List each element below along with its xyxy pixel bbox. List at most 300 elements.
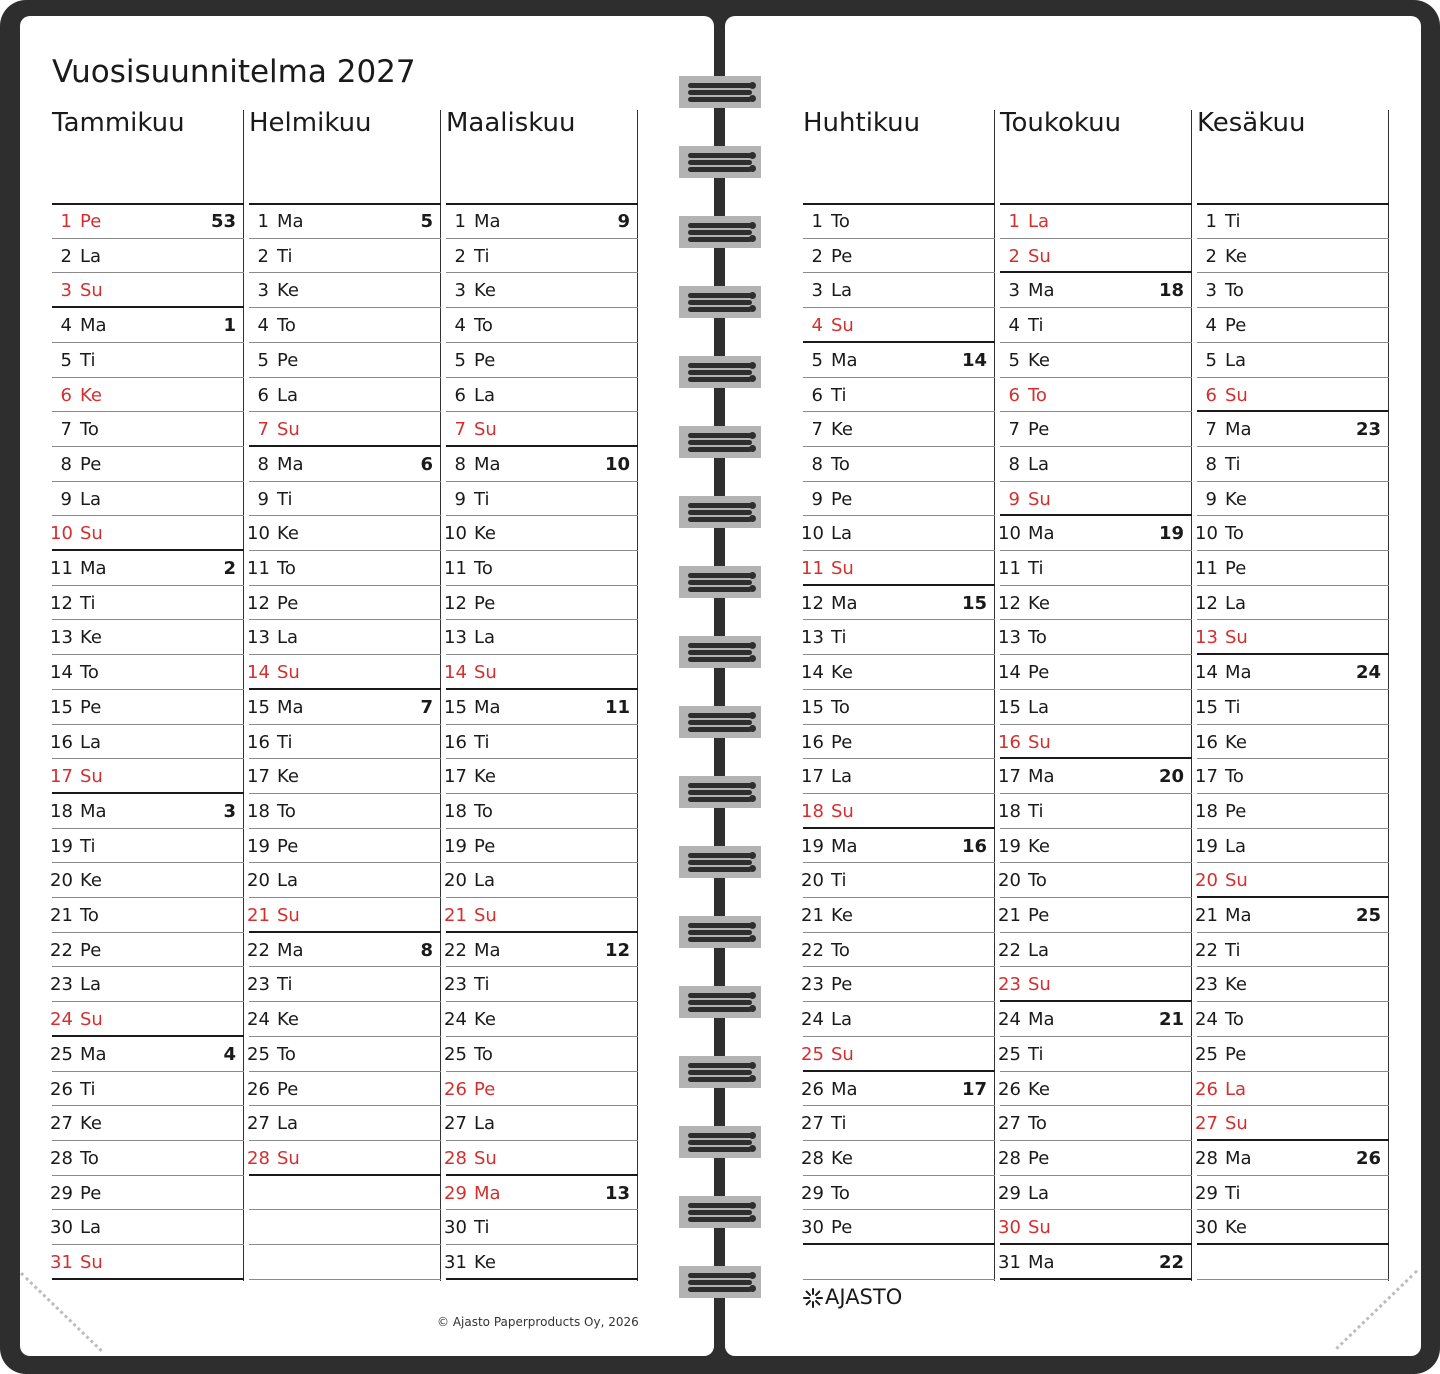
row-rule bbox=[1000, 966, 1192, 967]
weekday-name: La bbox=[474, 870, 496, 892]
weekday-name: Ma bbox=[1028, 523, 1055, 545]
day-number: 24 bbox=[247, 1009, 270, 1031]
row-rule bbox=[52, 897, 244, 898]
weekday-name: La bbox=[1225, 835, 1247, 857]
weekday-name: Ti bbox=[277, 731, 293, 753]
weekday-name: Ti bbox=[80, 1078, 96, 1100]
weekday-name: Ti bbox=[80, 835, 96, 857]
row-rule bbox=[1000, 862, 1192, 863]
row-rule bbox=[249, 1244, 441, 1245]
weekday-name: La bbox=[1225, 592, 1247, 614]
row-rule bbox=[803, 689, 995, 690]
weekday-name: Su bbox=[277, 1147, 300, 1169]
weekday-name: Pe bbox=[277, 835, 299, 857]
row-rule bbox=[1000, 1140, 1192, 1141]
row-rule bbox=[1000, 342, 1192, 343]
row-rule bbox=[446, 1071, 638, 1072]
weekday-name: Su bbox=[1028, 488, 1051, 510]
weekday-name: To bbox=[277, 315, 296, 337]
day-number: 25 bbox=[444, 1043, 467, 1065]
ring-wire bbox=[688, 237, 752, 242]
weekday-name: La bbox=[80, 488, 102, 510]
day-number: 16 bbox=[998, 731, 1021, 753]
weekday-name: Ke bbox=[1028, 592, 1050, 614]
day-number: 21 bbox=[247, 905, 270, 926]
row-rule bbox=[1000, 1209, 1192, 1210]
weekday-name: La bbox=[1028, 939, 1050, 961]
weekday-name: To bbox=[831, 453, 850, 475]
day-number: 17 bbox=[801, 766, 824, 788]
day-number: 28 bbox=[444, 1147, 467, 1169]
ring-hole bbox=[749, 712, 756, 719]
weekday-name: Ke bbox=[80, 627, 102, 649]
weekday-name: La bbox=[1028, 696, 1050, 718]
row-rule bbox=[52, 306, 244, 308]
row-rule bbox=[446, 481, 638, 482]
weekday-name: Su bbox=[80, 280, 103, 302]
weekday-name: Pe bbox=[831, 731, 853, 753]
day-number: 19 bbox=[1195, 835, 1218, 857]
row-rule bbox=[1197, 1139, 1389, 1141]
row-rule bbox=[803, 654, 995, 655]
row-rule bbox=[249, 1209, 441, 1210]
day-number: 29 bbox=[50, 1182, 73, 1204]
header-rule bbox=[52, 203, 244, 205]
ring-wire bbox=[688, 867, 752, 872]
day-number: 8 bbox=[1205, 453, 1217, 475]
day-number: 12 bbox=[998, 592, 1021, 614]
weekday-name: Ma bbox=[831, 349, 858, 371]
row-rule bbox=[803, 238, 995, 239]
day-number: 28 bbox=[801, 1147, 824, 1169]
day-number: 15 bbox=[801, 696, 824, 718]
row-rule bbox=[1197, 272, 1389, 273]
day-number: 17 bbox=[444, 766, 467, 788]
row-rule bbox=[1197, 307, 1389, 308]
weekday-name: Pe bbox=[474, 349, 496, 371]
row-rule bbox=[1000, 377, 1192, 378]
weekday-name: Ti bbox=[831, 384, 847, 406]
binding-ring bbox=[679, 846, 761, 878]
weekday-name: Su bbox=[80, 1252, 103, 1273]
ring-hole bbox=[749, 292, 756, 299]
weekday-name: Ti bbox=[1225, 453, 1241, 475]
weekday-name: Su bbox=[1028, 974, 1051, 996]
day-number: 16 bbox=[50, 731, 73, 753]
weekday-name: Ke bbox=[277, 1009, 299, 1031]
week-number: 1 bbox=[223, 315, 236, 337]
week-number: 16 bbox=[961, 835, 987, 857]
weekday-name: Ma bbox=[80, 558, 107, 579]
weekday-name: La bbox=[277, 627, 299, 649]
day-number: 3 bbox=[454, 280, 466, 302]
binding-ring bbox=[679, 986, 761, 1018]
weekday-name: To bbox=[80, 905, 99, 926]
weekday-name: Ma bbox=[1225, 662, 1252, 684]
row-rule bbox=[803, 1209, 995, 1210]
day-number: 14 bbox=[998, 662, 1021, 684]
weekday-name: Pe bbox=[1028, 1147, 1050, 1169]
day-number: 11 bbox=[998, 558, 1021, 579]
week-number: 10 bbox=[604, 453, 630, 475]
row-rule bbox=[1197, 932, 1389, 933]
day-number: 18 bbox=[1195, 800, 1218, 822]
day-number: 11 bbox=[247, 558, 270, 579]
day-number: 6 bbox=[811, 384, 823, 406]
day-number: 10 bbox=[1195, 523, 1218, 545]
day-number: 11 bbox=[444, 558, 467, 579]
ring-hole bbox=[749, 1062, 756, 1069]
ring-hole bbox=[749, 1132, 756, 1139]
day-number: 26 bbox=[444, 1078, 467, 1100]
ring-hole bbox=[749, 82, 756, 89]
row-rule bbox=[249, 550, 441, 551]
row-rule bbox=[446, 828, 638, 829]
day-number: 9 bbox=[1008, 488, 1020, 510]
weekday-name: Pe bbox=[474, 592, 496, 614]
weekday-name: Ti bbox=[1028, 315, 1044, 337]
row-rule bbox=[1000, 793, 1192, 794]
weekday-name: Ma bbox=[277, 939, 304, 961]
weekday-name: La bbox=[831, 523, 853, 545]
row-rule bbox=[1197, 585, 1389, 586]
week-number: 21 bbox=[1158, 1009, 1184, 1031]
weekday-name: Pe bbox=[1225, 1043, 1247, 1065]
row-rule bbox=[52, 238, 244, 239]
weekday-name: Ke bbox=[474, 280, 496, 302]
binding-ring bbox=[679, 426, 761, 458]
ring-wire bbox=[688, 727, 752, 732]
day-number: 15 bbox=[1195, 696, 1218, 718]
row-rule bbox=[249, 445, 441, 447]
weekday-name: Su bbox=[831, 800, 854, 822]
day-number: 6 bbox=[1008, 384, 1020, 406]
ring-wire bbox=[688, 97, 752, 102]
weekday-name: Pe bbox=[80, 939, 102, 961]
weekday-name: Pe bbox=[1028, 905, 1050, 926]
ring-wire bbox=[688, 860, 752, 865]
ring-wire bbox=[688, 713, 752, 718]
ring-wire bbox=[688, 1007, 752, 1012]
row-rule bbox=[249, 272, 441, 273]
row-rule bbox=[803, 758, 995, 759]
day-number: 9 bbox=[1205, 488, 1217, 510]
weekday-name: La bbox=[1028, 453, 1050, 475]
weekday-name: Ti bbox=[1225, 211, 1241, 232]
weekday-name: Pe bbox=[277, 1078, 299, 1100]
day-number: 6 bbox=[454, 384, 466, 406]
page-title: Vuosisuunnitelma 2027 bbox=[52, 54, 416, 90]
weekday-name: To bbox=[474, 1043, 493, 1065]
day-number: 23 bbox=[444, 974, 467, 996]
weekday-name: Ti bbox=[80, 592, 96, 614]
day-number: 24 bbox=[50, 1009, 73, 1031]
weekday-name: La bbox=[80, 245, 102, 267]
weekday-name: Ke bbox=[1028, 1078, 1050, 1100]
row-rule bbox=[446, 585, 638, 586]
row-rule bbox=[803, 1140, 995, 1141]
row-rule bbox=[52, 792, 244, 794]
day-number: 2 bbox=[1205, 245, 1217, 267]
weekday-name: To bbox=[1225, 1009, 1244, 1031]
row-rule bbox=[1000, 411, 1192, 412]
row-rule bbox=[446, 1036, 638, 1037]
copyright-text: © Ajasto Paperproducts Oy, 2026 bbox=[437, 1315, 639, 1329]
row-rule bbox=[446, 862, 638, 863]
ring-wire bbox=[688, 720, 752, 725]
weekday-name: La bbox=[831, 280, 853, 302]
weekday-name: Ma bbox=[1028, 280, 1055, 302]
month-name: Maaliskuu bbox=[446, 108, 576, 138]
weekday-name: La bbox=[1028, 211, 1050, 232]
day-number: 27 bbox=[444, 1113, 467, 1135]
day-number: 6 bbox=[257, 384, 269, 406]
weekday-name: La bbox=[80, 731, 102, 753]
day-number: 21 bbox=[444, 905, 467, 926]
day-number: 31 bbox=[998, 1252, 1021, 1273]
day-number: 27 bbox=[801, 1113, 824, 1135]
weekday-name: Ke bbox=[80, 384, 102, 406]
row-rule bbox=[446, 272, 638, 273]
weekday-name: To bbox=[277, 558, 296, 579]
row-rule bbox=[1000, 307, 1192, 308]
day-number: 20 bbox=[998, 870, 1021, 892]
row-rule bbox=[249, 585, 441, 586]
row-rule bbox=[52, 619, 244, 620]
weekday-name: Su bbox=[474, 419, 497, 441]
row-rule bbox=[52, 585, 244, 586]
weekday-name: To bbox=[1225, 280, 1244, 302]
ring-wire bbox=[688, 83, 752, 88]
week-number: 24 bbox=[1355, 662, 1381, 684]
row-rule bbox=[803, 481, 995, 482]
row-rule bbox=[1000, 481, 1192, 482]
row-rule bbox=[803, 827, 995, 829]
ring-wire bbox=[688, 853, 752, 858]
day-number: 19 bbox=[998, 835, 1021, 857]
weekday-name: Pe bbox=[80, 1182, 102, 1204]
week-number: 53 bbox=[210, 211, 236, 232]
day-number: 12 bbox=[801, 592, 824, 614]
weekday-name: Ma bbox=[277, 696, 304, 718]
ring-wire bbox=[688, 783, 752, 788]
row-rule bbox=[446, 1278, 638, 1280]
ring-wire bbox=[688, 923, 752, 928]
binding-ring bbox=[679, 216, 761, 248]
day-number: 29 bbox=[801, 1182, 824, 1204]
day-number: 1 bbox=[1008, 211, 1020, 232]
day-number: 15 bbox=[50, 696, 73, 718]
row-rule bbox=[1000, 1000, 1192, 1002]
weekday-name: La bbox=[831, 1009, 853, 1031]
weekday-name: La bbox=[474, 1113, 496, 1135]
weekday-name: Ke bbox=[1225, 245, 1247, 267]
weekday-name: Pe bbox=[831, 245, 853, 267]
weekday-name: Ma bbox=[1028, 1009, 1055, 1031]
weekday-name: Ti bbox=[831, 627, 847, 649]
weekday-name: Pe bbox=[277, 349, 299, 371]
ring-hole bbox=[749, 375, 756, 382]
day-number: 28 bbox=[1195, 1147, 1218, 1169]
day-number: 3 bbox=[1008, 280, 1020, 302]
ring-wire bbox=[688, 580, 752, 585]
day-number: 17 bbox=[50, 766, 73, 788]
weekday-name: Ma bbox=[831, 835, 858, 857]
weekday-name: To bbox=[277, 1043, 296, 1065]
day-number: 20 bbox=[444, 870, 467, 892]
weekday-name: Ke bbox=[474, 766, 496, 788]
week-number: 26 bbox=[1355, 1147, 1381, 1169]
row-rule bbox=[1000, 514, 1192, 516]
row-rule bbox=[1197, 828, 1389, 829]
month-name: Huhtikuu bbox=[803, 108, 921, 138]
weekday-name: Ke bbox=[831, 1147, 853, 1169]
day-number: 22 bbox=[1195, 939, 1218, 961]
ring-hole bbox=[749, 222, 756, 229]
row-rule bbox=[249, 1001, 441, 1002]
row-rule bbox=[249, 724, 441, 725]
binding-ring bbox=[679, 146, 761, 178]
ring-wire bbox=[688, 573, 752, 578]
ring-hole bbox=[749, 642, 756, 649]
ring-wire bbox=[688, 650, 752, 655]
day-number: 29 bbox=[444, 1182, 467, 1204]
day-number: 23 bbox=[50, 974, 73, 996]
month-name: Toukokuu bbox=[1000, 108, 1122, 138]
day-number: 4 bbox=[60, 315, 72, 337]
day-number: 14 bbox=[801, 662, 824, 684]
row-rule bbox=[249, 1071, 441, 1072]
month-name: Kesäkuu bbox=[1197, 108, 1306, 138]
weekday-name: Ke bbox=[1028, 349, 1050, 371]
weekday-name: Ma bbox=[831, 592, 858, 614]
day-number: 2 bbox=[1008, 245, 1020, 267]
week-number: 2 bbox=[223, 558, 236, 579]
day-number: 18 bbox=[444, 800, 467, 822]
row-rule bbox=[249, 411, 441, 412]
row-rule bbox=[803, 1105, 995, 1106]
row-rule bbox=[803, 619, 995, 620]
row-rule bbox=[1197, 689, 1389, 690]
weekday-name: La bbox=[1225, 1078, 1247, 1100]
day-number: 28 bbox=[998, 1147, 1021, 1169]
row-rule bbox=[803, 1036, 995, 1037]
binding-ring bbox=[679, 916, 761, 948]
day-number: 30 bbox=[801, 1217, 824, 1239]
weekday-name: La bbox=[474, 627, 496, 649]
day-number: 25 bbox=[998, 1043, 1021, 1065]
day-number: 16 bbox=[1195, 731, 1218, 753]
day-number: 5 bbox=[811, 349, 823, 371]
day-number: 10 bbox=[444, 523, 467, 545]
row-rule bbox=[446, 342, 638, 343]
row-rule bbox=[803, 307, 995, 308]
weekday-name: Su bbox=[277, 905, 300, 926]
weekday-name: To bbox=[831, 1182, 850, 1204]
ring-hole bbox=[749, 1005, 756, 1012]
row-rule bbox=[249, 619, 441, 620]
row-rule bbox=[1197, 1175, 1389, 1176]
row-rule bbox=[1197, 377, 1389, 378]
day-number: 31 bbox=[444, 1252, 467, 1273]
row-rule bbox=[52, 654, 244, 655]
weekday-name: Ti bbox=[831, 1113, 847, 1135]
weekday-name: To bbox=[1028, 1113, 1047, 1135]
row-rule bbox=[1197, 793, 1389, 794]
weekday-name: La bbox=[277, 1113, 299, 1135]
day-number: 14 bbox=[247, 662, 270, 684]
row-rule bbox=[1197, 515, 1389, 516]
row-rule bbox=[446, 966, 638, 967]
week-number: 6 bbox=[420, 453, 433, 475]
row-rule bbox=[249, 481, 441, 482]
ring-wire bbox=[688, 1280, 752, 1285]
row-rule bbox=[446, 445, 638, 447]
day-number: 13 bbox=[801, 627, 824, 649]
weekday-name: Ke bbox=[831, 662, 853, 684]
row-rule bbox=[446, 931, 638, 933]
weekday-name: La bbox=[474, 384, 496, 406]
week-number: 23 bbox=[1355, 419, 1381, 441]
day-number: 8 bbox=[1008, 453, 1020, 475]
day-number: 3 bbox=[257, 280, 269, 302]
row-rule bbox=[1197, 446, 1389, 447]
header-rule bbox=[249, 203, 441, 205]
ring-wire bbox=[688, 503, 752, 508]
row-rule bbox=[1197, 342, 1389, 343]
weekday-name: Ti bbox=[277, 488, 293, 510]
ring-hole bbox=[749, 445, 756, 452]
day-number: 24 bbox=[801, 1009, 824, 1031]
weekday-name: Ma bbox=[474, 939, 501, 961]
week-number: 14 bbox=[961, 349, 987, 371]
day-number: 13 bbox=[444, 627, 467, 649]
ring-hole bbox=[749, 152, 756, 159]
day-number: 14 bbox=[1195, 662, 1218, 684]
day-number: 10 bbox=[247, 523, 270, 545]
row-rule bbox=[1000, 1175, 1192, 1176]
day-number: 30 bbox=[444, 1217, 467, 1239]
row-rule bbox=[249, 377, 441, 378]
weekday-name: To bbox=[831, 696, 850, 718]
row-rule bbox=[446, 1244, 638, 1245]
row-rule bbox=[446, 897, 638, 898]
weekday-name: To bbox=[831, 939, 850, 961]
week-number: 11 bbox=[604, 696, 630, 718]
row-rule bbox=[1000, 1036, 1192, 1037]
row-rule bbox=[52, 549, 244, 551]
day-number: 25 bbox=[247, 1043, 270, 1065]
header-rule bbox=[803, 203, 995, 205]
ring-wire bbox=[688, 160, 752, 165]
day-number: 7 bbox=[811, 419, 823, 441]
day-number: 25 bbox=[50, 1043, 73, 1065]
day-number: 27 bbox=[1195, 1113, 1218, 1135]
row-rule bbox=[52, 515, 244, 516]
weekday-name: La bbox=[831, 766, 853, 788]
row-rule bbox=[52, 377, 244, 378]
ring-wire bbox=[688, 1210, 752, 1215]
row-rule bbox=[52, 481, 244, 482]
day-number: 2 bbox=[454, 245, 466, 267]
row-rule bbox=[52, 411, 244, 412]
binding-ring bbox=[679, 566, 761, 598]
weekday-name: Ke bbox=[1225, 488, 1247, 510]
day-number: 7 bbox=[60, 419, 72, 441]
ring-wire bbox=[688, 1077, 752, 1082]
ring-hole bbox=[749, 655, 756, 662]
day-number: 18 bbox=[247, 800, 270, 822]
